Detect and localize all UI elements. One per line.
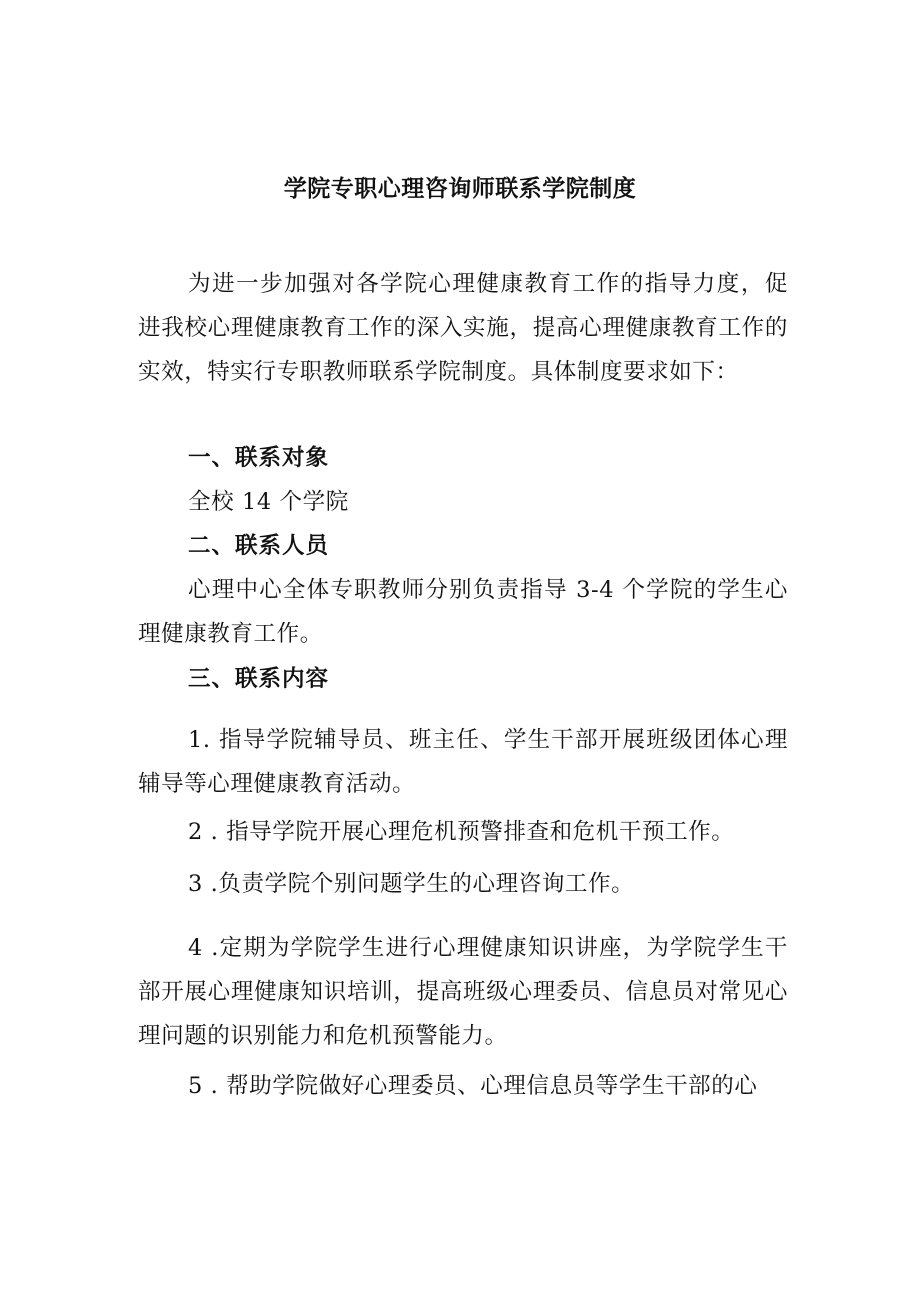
intro-paragraph: 为进一步加强对各学院心理健康教育工作的指导力度，促进我校心理健康教育工作的深入实施，提高心理健康教育工作的实效，特实行专职教师联系学院制度。具体制度要求如下： bbox=[138, 271, 788, 385]
list-item: 3 .负责学院个别问题学生的心理咨询工作。 bbox=[188, 871, 635, 897]
section-heading-targets: 一、联系对象 bbox=[188, 445, 330, 471]
section-body-targets: 全校 14 个学院 bbox=[188, 489, 349, 515]
section-heading-content: 三、联系内容 bbox=[188, 666, 330, 692]
list-item: 5 . 帮助学院做好心理委员、心理信息员等学生干部的心 bbox=[188, 1073, 758, 1099]
section-heading-personnel: 二、联系人员 bbox=[188, 533, 330, 559]
document-title: 学院专职心理咨询师联系学院制度 bbox=[283, 175, 637, 202]
section-body-personnel: 心理中心全体专职教师分别负责指导 3-4 个学院的学生心理健康教育工作。 bbox=[138, 577, 788, 647]
list-item: 1. 指导学院辅导员、班主任、学生干部开展班级团体心理辅导等心理健康教育活动。 bbox=[138, 727, 788, 797]
list-item: 2 . 指导学院开展心理危机预警排查和危机干预工作。 bbox=[188, 819, 735, 845]
list-item: 4 .定期为学院学生进行心理健康知识讲座，为学院学生干部开展心理健康知识培训，提高班级心理委员、信息员对常见心理问题的识别能力和危机预警能力。 bbox=[138, 935, 788, 1049]
